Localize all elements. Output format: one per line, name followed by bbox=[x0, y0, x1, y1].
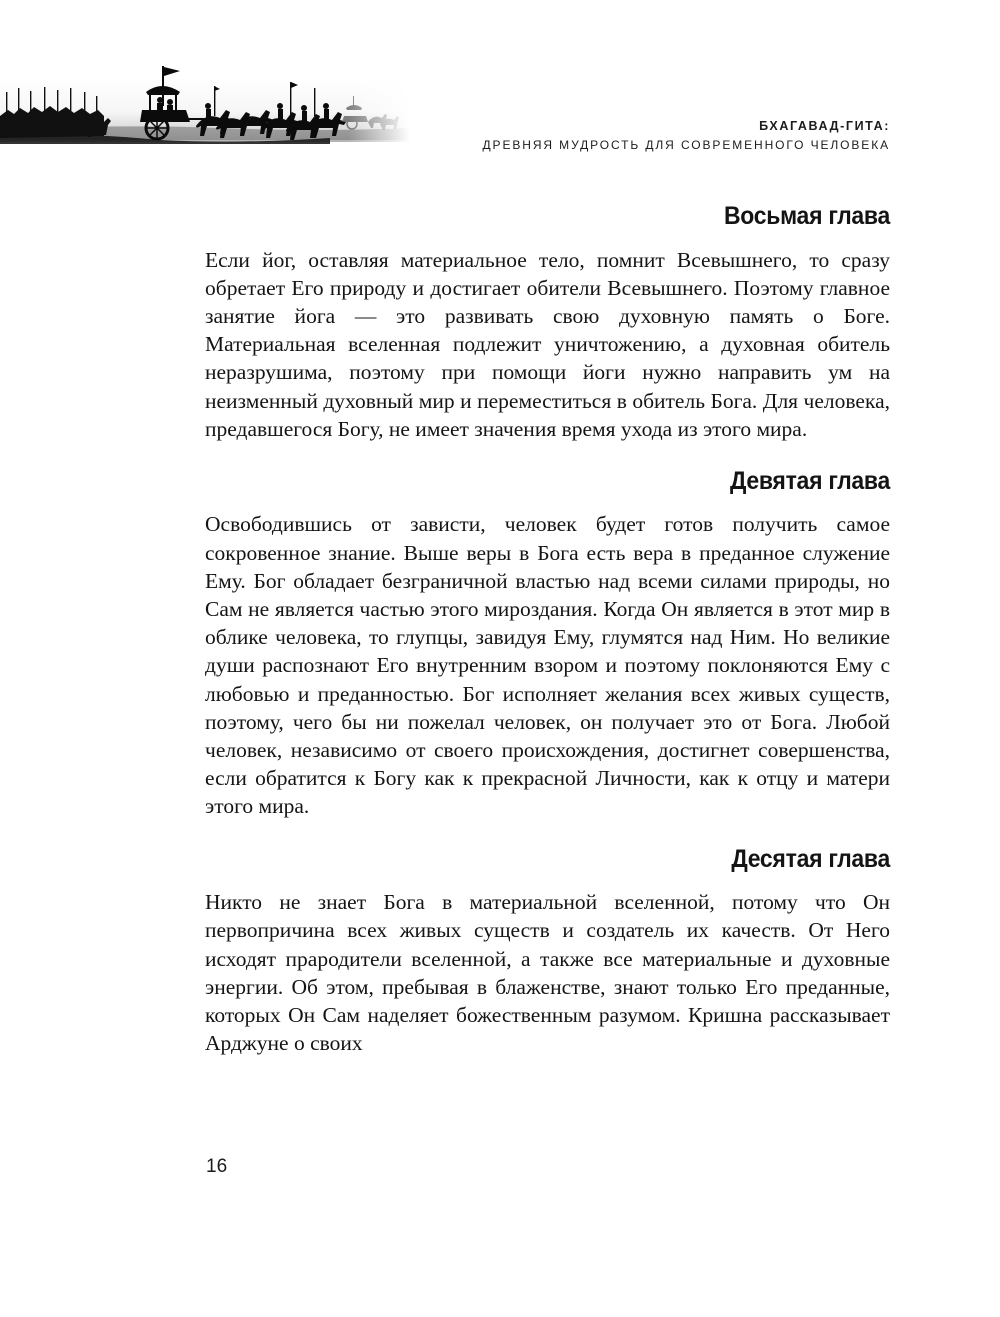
running-header bbox=[483, 120, 890, 151]
book-title: БХАГАВАД-ГИТА: bbox=[759, 119, 890, 133]
chapter-paragraph: Если йог, оставляя материальное тело, помнит Всевышнего, то сразу обретает Его природу и достигает обители Всевышнего. Поэтому главное занятие йога — это развивать свою духовную память о Боге. Материальная вселенная подлежит уничтожению, а духовная обитель неразрушима, поэтому при помощи йоги нужно направить ум на неизменный духовный мир и переместиться в обитель Бога. Для человека, предавшегося Богу, не имеет значения время ухода из этого мира. bbox=[205, 247, 890, 441]
chapter-nine bbox=[205, 465, 890, 821]
chapter-ten bbox=[205, 843, 890, 1058]
chapter-paragraph: Освободившись от зависти, человек будет готов получить самое сокровенное знание. Выше веры в Бога есть вера в преданное служение Ему. Бог обладает безграничной властью над всеми силами природы, но Сам не является частью этого мироздания. Когда Он является в этот мир в облике человека, то глупцы, завидуя Ему, глумятся над Ним. Но великие души распознают Его внутренним взором и поэтому поклоняются Ему с любовью и преданностью. Бог исполняет желания всех живых существ, поэтому, чего бы ни пожелал человек, он получает это от Бога. Любой человек, независимо от своего происхождения, достигнет совершенства, если обратится к Богу как к прекрасной Личности, как к отцу и матери этого мира. bbox=[205, 512, 890, 819]
page-content bbox=[205, 200, 890, 1079]
chapter-heading: Девятая глава bbox=[729, 466, 890, 495]
chapter-heading: Восьмая глава bbox=[723, 202, 890, 230]
header-illustration bbox=[0, 58, 410, 150]
chariot-army-silhouette-icon bbox=[0, 58, 410, 150]
chapter-paragraph: Никто не знает Бога в материальной вселенной, потому что Он первопричина всех живых существ и создатель их качеств. От Него исходят прародители вселенной, а также все материальные и духовные энергии. Об этом, пребывая в блаженстве, знают только Его преданные, которых Он Сам наделяет божественным разумом. Кришна рассказывает Арджуне о своих bbox=[205, 890, 890, 1056]
page-number: 16 bbox=[206, 1156, 228, 1177]
chapter-eight bbox=[205, 200, 890, 443]
chapter-heading: Десятая глава bbox=[731, 844, 890, 873]
book-subtitle: ДРЕВНЯЯ МУДРОСТЬ ДЛЯ СОВРЕМЕННОГО ЧЕЛОВЕКА bbox=[482, 137, 890, 152]
